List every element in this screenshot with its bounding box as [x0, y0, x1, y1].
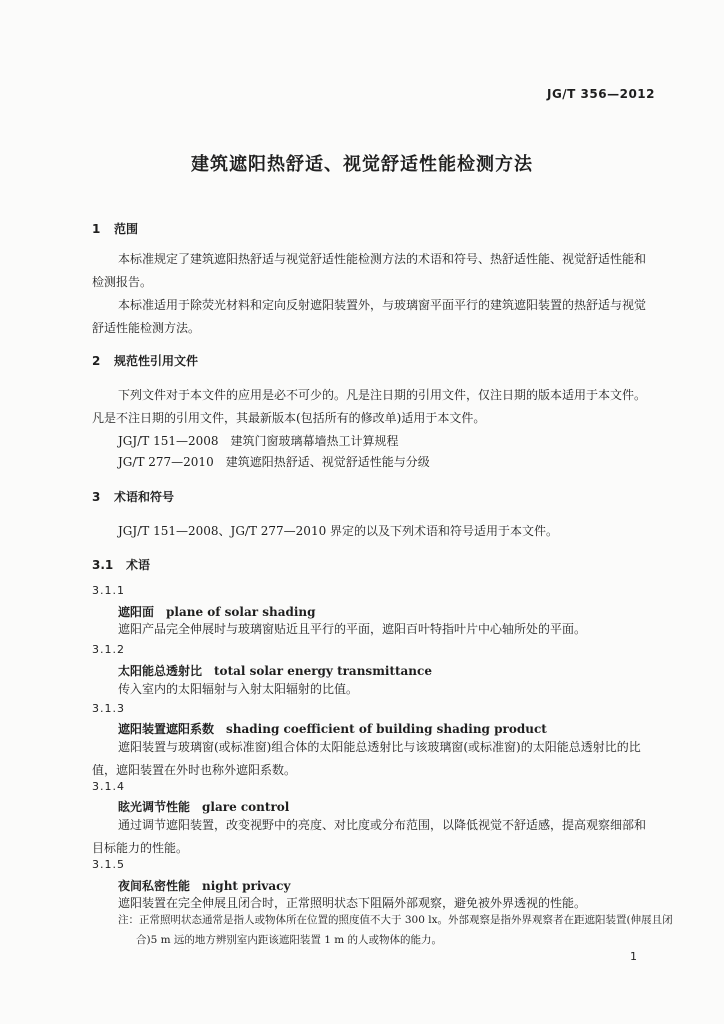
term-3-1-5-definition: 遮阳装置在完全伸展且闭合时，正常照明状态下阻隔外部观察，避免被外界透视的性能。 [118, 896, 587, 910]
note-label: 注： [118, 914, 139, 926]
section-1-title: 范围 [114, 222, 139, 236]
clause-3-1-3-number: 3.1.3 [92, 702, 125, 715]
term-3-1-4-definition: 通过调节遮阳装置，改变视野中的亮度、对比度或分布范围，以降低视觉不舒适感，提高观察细部和目标能力的性能。 [92, 818, 647, 855]
term-3-1-3-cn: 遮阳装置遮阳系数 [118, 722, 215, 736]
term-3-1-2-cn: 太阳能总透射比 [118, 664, 203, 678]
section-1-heading [92, 220, 138, 237]
page-number: 1 [630, 950, 637, 963]
document-number: JG/T 356—2012 [546, 87, 655, 101]
section-3-title: 术语和符号 [114, 490, 175, 504]
section-3-paragraph: JGJ/T 151—2008、JG/T 277—2010 界定的以及下列术语和符号适用于本文件。 [118, 524, 559, 538]
section-1-paragraph-2: 本标准适用于除荧光材料和定向反射遮阳装置外，与玻璃窗平面平行的建筑遮阳装置的热舒适与视觉舒适性能检测方法。 [92, 298, 647, 335]
term-3-1-1-cn: 遮阳面 [118, 605, 155, 619]
clause-3-1-5-number: 3.1.5 [92, 858, 125, 871]
section-2-paragraph: 下列文件对于本文件的应用是必不可少的。凡是注日期的引用文件，仅注日期的版本适用于本文件。凡是不注日期的引用文件，其最新版本(包括所有的修改单)适用于本文件。 [92, 388, 647, 425]
term-3-1-1-definition: 遮阳产品完全伸展时与玻璃窗贴近且平行的平面，遮阳百叶特指叶片中心轴所处的平面。 [118, 622, 587, 636]
reference-2: JG/T 277—2010 建筑遮阳热舒适、视觉舒适性能与分级 [118, 455, 430, 469]
term-3-1-2-definition: 传入室内的太阳辐射与入射太阳辐射的比值。 [118, 682, 359, 696]
note [118, 910, 676, 950]
section-2-number: 2 [92, 354, 101, 368]
term-3-1-4 [118, 798, 289, 815]
section-1-number: 1 [92, 222, 101, 236]
section-3-1-title: 术语 [126, 558, 151, 572]
section-2-heading [92, 352, 198, 369]
term-3-1-2-en: total solar energy transmittance [214, 664, 432, 678]
term-3-1-5-cn: 夜间私密性能 [118, 879, 191, 893]
section-3-heading [92, 488, 174, 505]
clause-3-1-2-number: 3.1.2 [92, 643, 125, 656]
term-3-1-2 [118, 662, 432, 679]
clause-3-1-4-number: 3.1.4 [92, 780, 125, 793]
section-1-paragraph-1: 本标准规定了建筑遮阳热舒适与视觉舒适性能检测方法的术语和符号、热舒适性能、视觉舒适性能和检测报告。 [92, 252, 647, 289]
document-title: 建筑遮阳热舒适、视觉舒适性能检测方法 [191, 154, 533, 175]
term-3-1-4-en: glare control [202, 800, 290, 814]
section-3-1-heading [92, 556, 150, 573]
term-3-1-3-en: shading coefficient of building shading product [226, 722, 547, 736]
section-3-number: 3 [92, 490, 101, 504]
section-2-title: 规范性引用文件 [114, 354, 199, 368]
note-text: 正常照明状态通常是指人或物体所在位置的照度值不大于 300 lx。外部观察是指外界观察者在距遮阳装置(伸展且闭合)5 m 远的地方辨别室内距该遮阳装置 1 m 的人或物体的能力。 [136, 914, 673, 946]
term-3-1-3 [118, 720, 547, 737]
reference-1: JGJ/T 151—2008 建筑门窗玻璃幕墙热工计算规程 [118, 434, 399, 448]
section-3-1-number: 3.1 [92, 558, 114, 572]
term-3-1-5-en: night privacy [202, 879, 291, 893]
term-3-1-4-cn: 眩光调节性能 [118, 800, 191, 814]
term-3-1-1-en: plane of solar shading [166, 605, 316, 619]
clause-3-1-1-number: 3.1.1 [92, 584, 125, 597]
term-3-1-3-definition: 遮阳装置与玻璃窗(或标准窗)组合体的太阳能总透射比与该玻璃窗(或标准窗)的太阳能总透射比的比值，遮阳装置在外时也称外遮阳系数。 [92, 740, 641, 777]
